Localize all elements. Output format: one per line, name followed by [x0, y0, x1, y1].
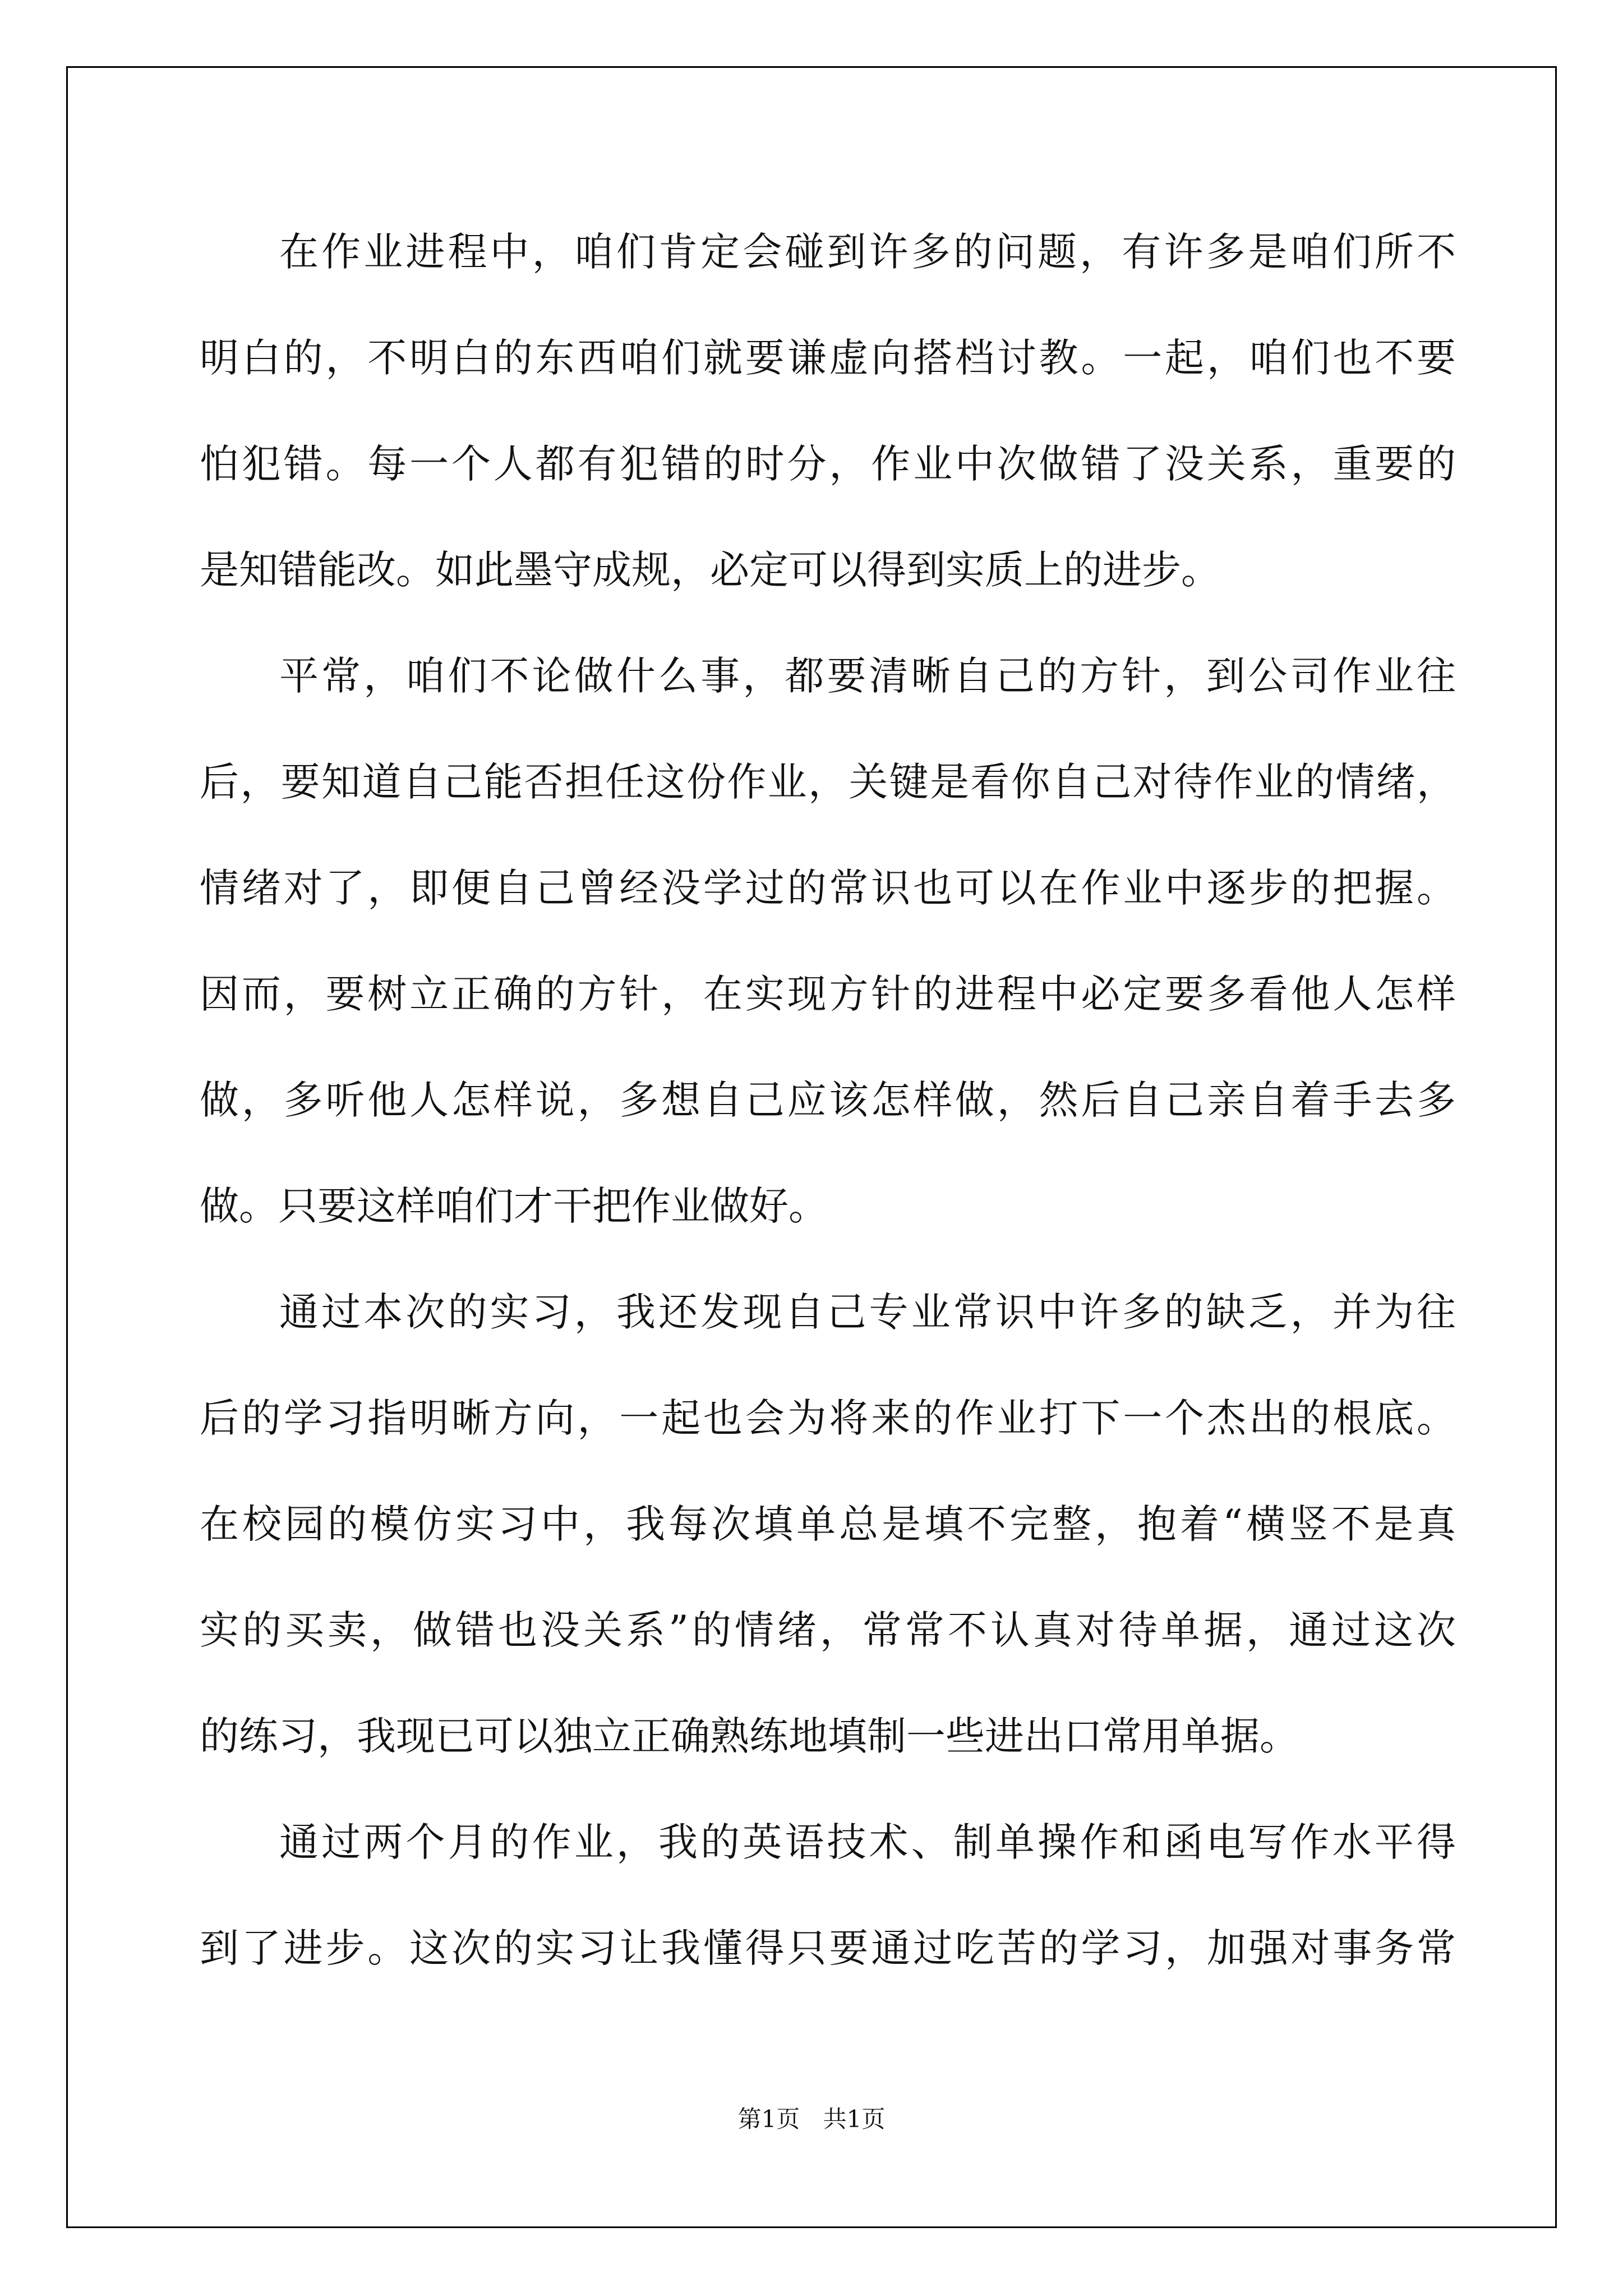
paragraph-line: 平常，咱们不论做什么事，都要清晰自己的方针，到公司作业往 — [279, 653, 1456, 699]
paragraph-line: 通过本次的实习，我还发现自己专业常识中许多的缺乏，并为往 — [279, 1289, 1456, 1335]
paragraph-line: 实的买卖，做错也没关系”的情绪，常常不认真对待单据，通过这次 — [200, 1607, 1456, 1653]
paragraph-line: 后，要知道自己能否担任这份作业，关键是看你自己对待作业的情绪， — [200, 759, 1456, 805]
page-total: 共1页 — [823, 2105, 886, 2133]
paragraph-line: 后的学习指明晰方向，一起也会为将来的作业打下一个杰出的根底。 — [200, 1395, 1456, 1441]
document-body — [200, 199, 1456, 2001]
paragraph-line: 在作业进程中，咱们肯定会碰到许多的问题，有许多是咱们所不 — [279, 229, 1456, 275]
paragraph-line: 是知错能改。如此墨守成规，必定可以得到实质上的进步。 — [200, 547, 1220, 593]
paragraph-line: 因而，要树立正确的方针，在实现方针的进程中必定要多看他人怎样 — [200, 971, 1456, 1017]
paragraph-line: 在校园的模仿实习中，我每次填单总是填不完整，抱着“横竖不是真 — [200, 1501, 1456, 1547]
page-number: 第1页 — [737, 2105, 800, 2133]
paragraph-line: 明白的，不明白的东西咱们就要谦虚向搭档讨教。一起，咱们也不要 — [200, 335, 1456, 381]
paragraph-line: 到了进步。这次的实习让我懂得只要通过吃苦的学习，加强对事务常 — [200, 1925, 1456, 1971]
page-footer — [0, 2101, 1623, 2134]
paragraph-line: 怕犯错。每一个人都有犯错的时分，作业中次做错了没关系，重要的 — [200, 441, 1456, 487]
paragraph-line: 做，多听他人怎样说，多想自己应该怎样做，然后自己亲自着手去多 — [200, 1077, 1456, 1123]
paragraph-line: 的练习，我现已可以独立正确熟练地填制一些进出口常用单据。 — [200, 1713, 1299, 1759]
paragraph-line: 做。只要这样咱们才干把作业做好。 — [200, 1183, 828, 1229]
paragraph-line: 情绪对了，即便自己曾经没学过的常识也可以在作业中逐步的把握。 — [200, 865, 1456, 911]
paragraph-line: 通过两个月的作业，我的英语技术、制单操作和函电写作水平得 — [279, 1819, 1456, 1865]
